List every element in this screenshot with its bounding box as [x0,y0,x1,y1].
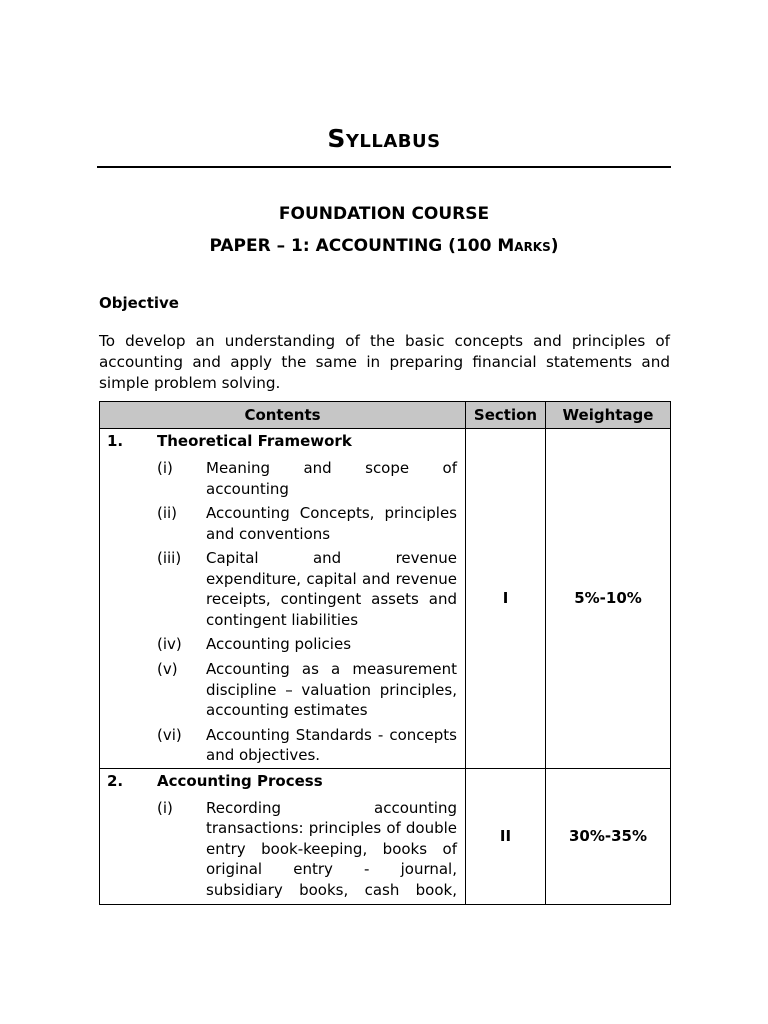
list-item [100,634,457,655]
paper-heading-marks: Marks [497,236,551,256]
page-bottom-margin [0,917,768,1024]
item-numeral: (iii) [157,549,182,567]
contents-cell [100,768,466,904]
list-item [100,725,457,766]
item-numeral: (i) [157,798,173,817]
objective-text: To develop an understanding of the basic concepts and principles of accounting and apply the same in preparing financial statements and simple problem solving. [99,332,670,392]
item-text: Accounting Concepts, principles and conventions [206,504,457,543]
page-title: Syllabus [327,124,441,153]
weightage-cell: 5%-10% [546,429,671,769]
contents-cell [100,429,466,769]
paper-heading-suffix: ) [550,236,559,256]
weightage-cell: 30%-35% [546,768,671,904]
paper-heading-prefix: PAPER – 1: ACCOUNTING (100 [209,236,498,256]
syllabus-table [99,401,671,905]
item-numeral: (vi) [157,725,182,744]
section-header: Section [466,402,546,429]
item-numeral: (iv) [157,635,182,653]
objective-heading: Objective [99,294,179,312]
topic-heading [100,772,457,794]
course-heading: FOUNDATION COURSE [278,204,490,224]
paper-heading [0,236,768,256]
list-item [100,458,457,499]
item-text: Capital and revenue expenditure, capital and revenue receipts, contingent assets and contingent liabilities [206,549,457,629]
item-text: Accounting Standards - concepts and objectives. [206,725,457,764]
item-text: Meaning and scope of accounting [206,459,457,498]
topic-number: 2. [107,771,124,790]
list-item [100,659,457,721]
section-cell: I [466,429,546,769]
list-item [100,503,457,544]
list-item [100,548,457,630]
item-text: Accounting as a measurement discipline – valuation principles, accounting estimates [206,660,457,719]
list-item [100,798,457,901]
table-row [100,768,671,904]
section-cell: II [466,768,546,904]
topic-title: Accounting Process [157,771,323,790]
topic-heading [100,432,457,454]
item-numeral: (v) [157,660,178,678]
table-row [100,429,671,769]
item-text: Recording accounting transactions: principles of double entry book-keeping, books of original entry - journal, subsidiary books, cash book, [206,798,457,899]
topic-number: 1. [107,432,124,450]
table-header-row [100,402,671,429]
contents-header: Contents [100,402,466,429]
topic-title: Theoretical Framework [157,432,352,450]
weightage-header: Weightage [546,402,671,429]
title-underline [97,166,671,168]
item-text: Accounting policies [206,635,352,653]
item-numeral: (ii) [157,504,178,522]
item-numeral: (i) [157,459,173,477]
